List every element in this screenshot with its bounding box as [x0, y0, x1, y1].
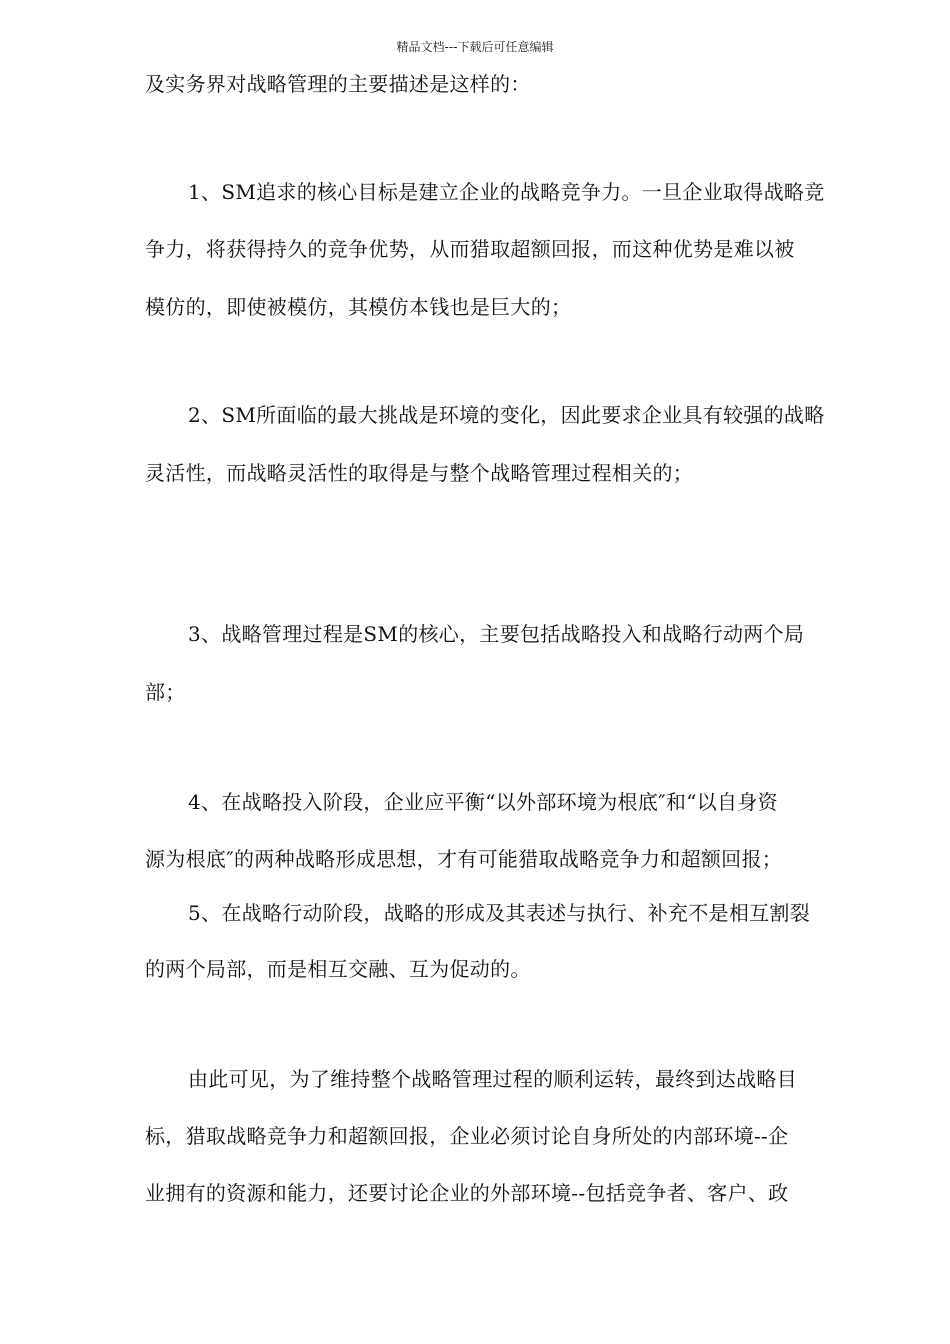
- text-line: 标，猎取战略竞争力和超额回报，企业必须讨论自身所处的内部环境--企: [145, 1124, 789, 1148]
- text-line: 4、在战略投入阶段，企业应平衡“以外部环境为根底″和“以自身资: [188, 790, 778, 814]
- text-line: 2、SM所面临的最大挑战是环境的变化，因此要求企业具有较强的战略: [188, 403, 825, 427]
- text-line: 由此可见，为了维持整个战略管理过程的顺利运转，最终到达战略目: [188, 1067, 797, 1091]
- text-line: 模仿的，即使被模仿，其模仿本钱也是巨大的；: [145, 295, 572, 319]
- text-line: 部；: [145, 680, 186, 704]
- text-line: 灵活性，而战略灵活性的取得是与整个战略管理过程相关的；: [145, 461, 694, 485]
- text-line: 的两个局部，而是相互交融、互为促动的。: [145, 957, 531, 981]
- text-line: 及实务界对战略管理的主要描述是这样的：: [145, 72, 531, 96]
- text-line: 5、在战略行动阶段，战略的形成及其表述与执行、补充不是相互割裂: [188, 901, 811, 925]
- text-line: 争力，将获得持久的竞争优势，从而猎取超额回报，而这种优势是难以被: [145, 237, 795, 261]
- text-line: 源为根底″的两种战略形成思想，才有可能猎取战略竞争力和超额回报；: [145, 847, 783, 871]
- text-line: 业拥有的资源和能力，还要讨论企业的外部环境--包括竞争者、客户、政: [145, 1181, 789, 1205]
- page-header: 精品文档---下载后可任意编辑: [396, 40, 554, 54]
- text-line: 1、SM追求的核心目标是建立企业的战略竞争力。一旦企业取得战略竞: [188, 180, 825, 204]
- text-line: 3、战略管理过程是SM的核心，主要包括战略投入和战略行动两个局: [188, 622, 805, 646]
